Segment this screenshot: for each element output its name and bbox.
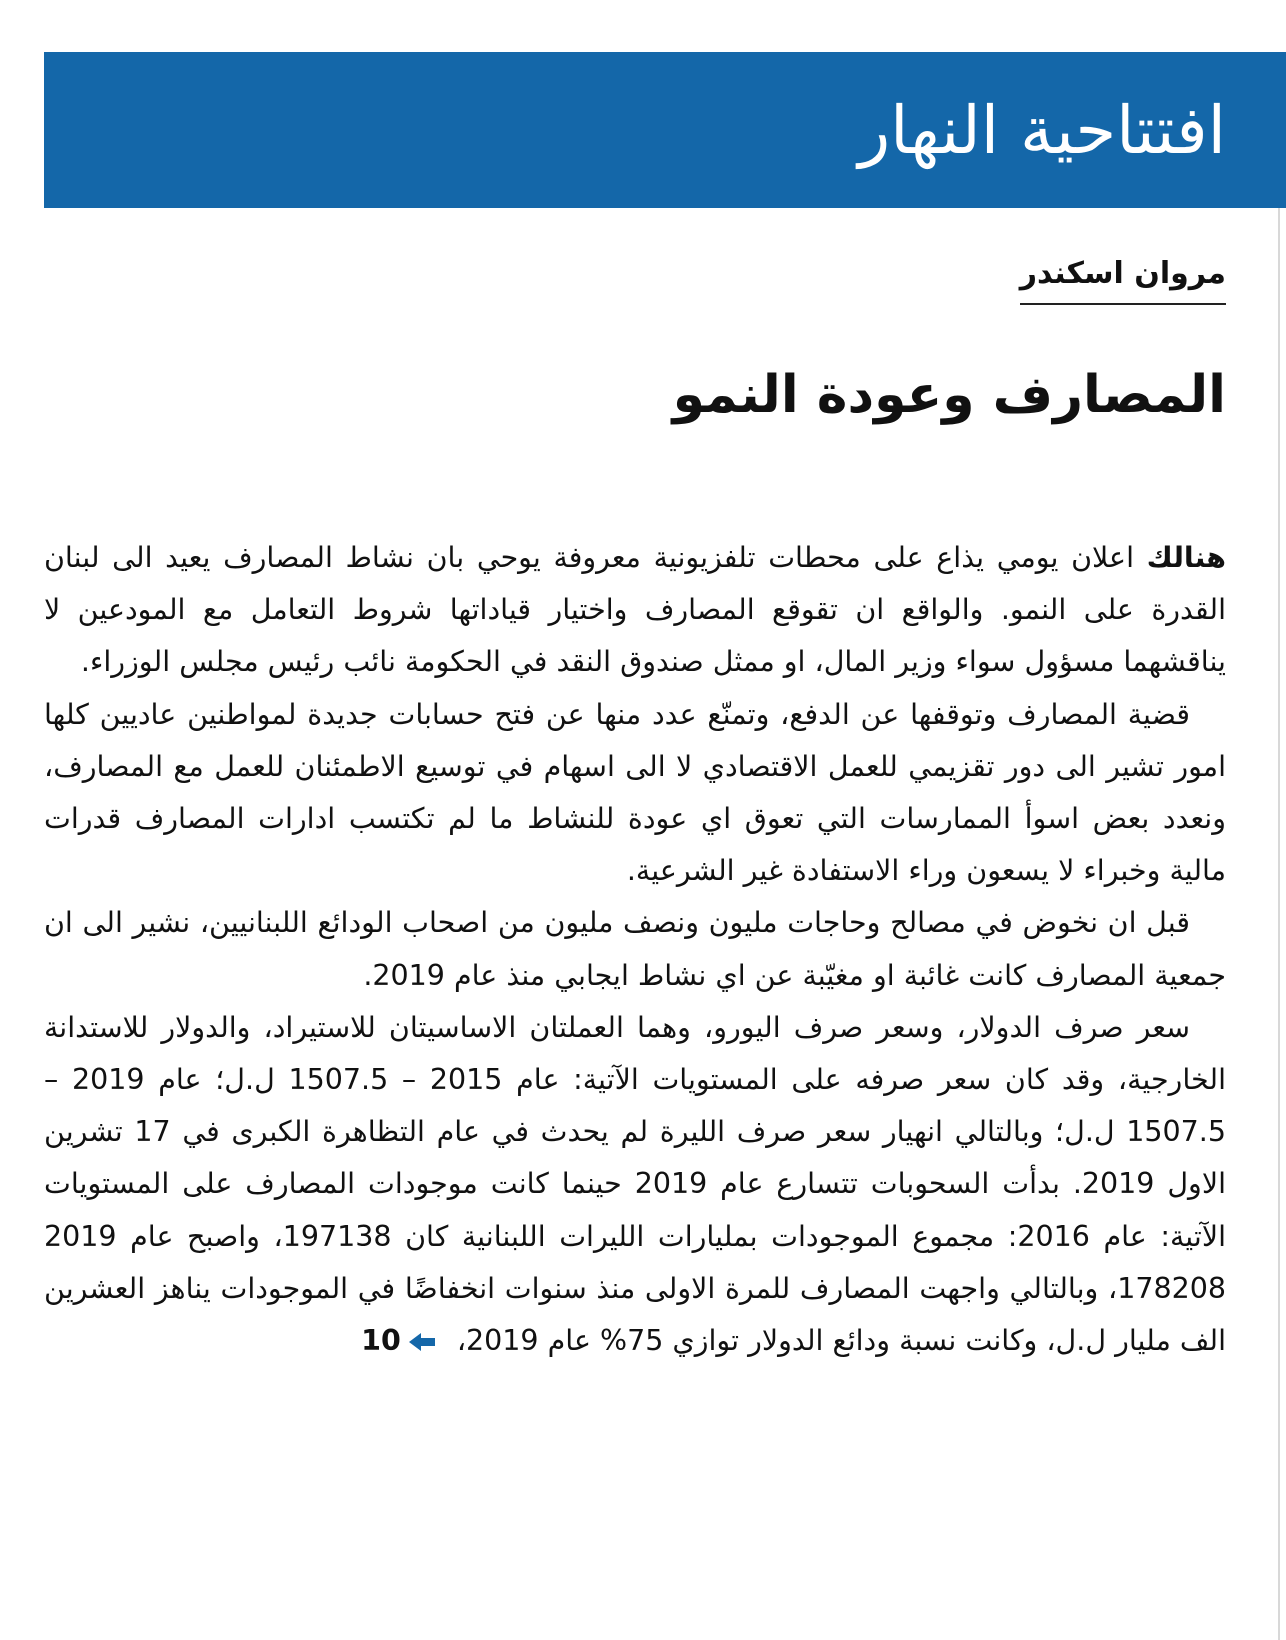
article-body xyxy=(44,532,1226,1367)
article-paragraph xyxy=(44,1002,1226,1367)
article-paragraph: قضية المصارف وتوقفها عن الدفع، وتمنّع عدد منها عن فتح حسابات جديدة لمواطنين عاديين كلها امور تشير الى دور تقزيمي للعمل الاقتصادي لا الى اسهام في توسيع الاطمئنان للعمل مع المصارف، ونعدد بعض اسوأ الممارسات التي تعوق اي عودة للنشاط ما لم تكتسب ادارات المصارف قدرات مالية وخبراء لا يسعون وراء الاستفادة غير الشرعية. xyxy=(44,697,1226,888)
author-byline: مروان اسكندر xyxy=(1020,256,1226,305)
arrow-left-icon xyxy=(407,1332,437,1352)
continued-page-number: 10 xyxy=(361,1324,401,1358)
section-banner xyxy=(44,52,1286,208)
lead-word: هنالك xyxy=(1146,541,1226,574)
paragraph-text: سعر صرف الدولار، وسعر صرف اليورو، وهما العملتان الاساسيتان للاستيراد، والدولار للاستدانة الخارجية، وقد كان سعر صرفه على المستويات الآتية: عام 2015 – 1507.5 ل.ل؛ عام 2019 – 1507.5 ل.ل؛ وبالتالي انهيار سعر صرف الليرة لم يحدث في عام التظاهرة الكبرى في 17 تشرين الاول 2019. بدأت السحوبات تتسارع عام 2019 حينما كانت موجودات المصارف على المستويات الآتية: عام 2016: مجموع الموجودات بمليارات الليرات اللبنانية كان 197138، واصبح عام 2019 178208، وبالتالي واجهت المصارف للمرة الاولى منذ سنوات انخفاضًا في الموجودات يناهز العشرين الف مليار ل.ل، وكانت نسبة ودائع الدولار توازي 75% عام 2019، xyxy=(44,1010,1227,1358)
article-paragraph xyxy=(44,532,1226,689)
continued-on-page[interactable] xyxy=(361,1324,443,1357)
paragraph-text: اعلان يومي يذاع على محطات تلفزيونية معروفة يوحي بان نشاط المصارف يعيد الى لبنان القدرة على النمو. والواقع ان تقوقع المصارف واختيار قياداتها شروط التعامل مع المودعين لا يناقشهما مسؤول سواء وزير المال، او ممثل صندوق النقد في الحكومة نائب رئيس مجلس الوزراء. xyxy=(44,541,1226,679)
page-edge-rule xyxy=(1278,200,1280,1640)
section-title: افتتاحية النهار xyxy=(858,91,1226,169)
article-paragraph: قبل ان نخوض في مصالح وحاجات مليون ونصف مليون من اصحاب الودائع اللبنانيين، نشير الى ان جمعية المصارف كانت غائبة او مغيّبة عن اي نشاط ايجابي منذ عام 2019. xyxy=(44,906,1226,992)
article-headline: المصارف وعودة النمو xyxy=(672,365,1226,425)
